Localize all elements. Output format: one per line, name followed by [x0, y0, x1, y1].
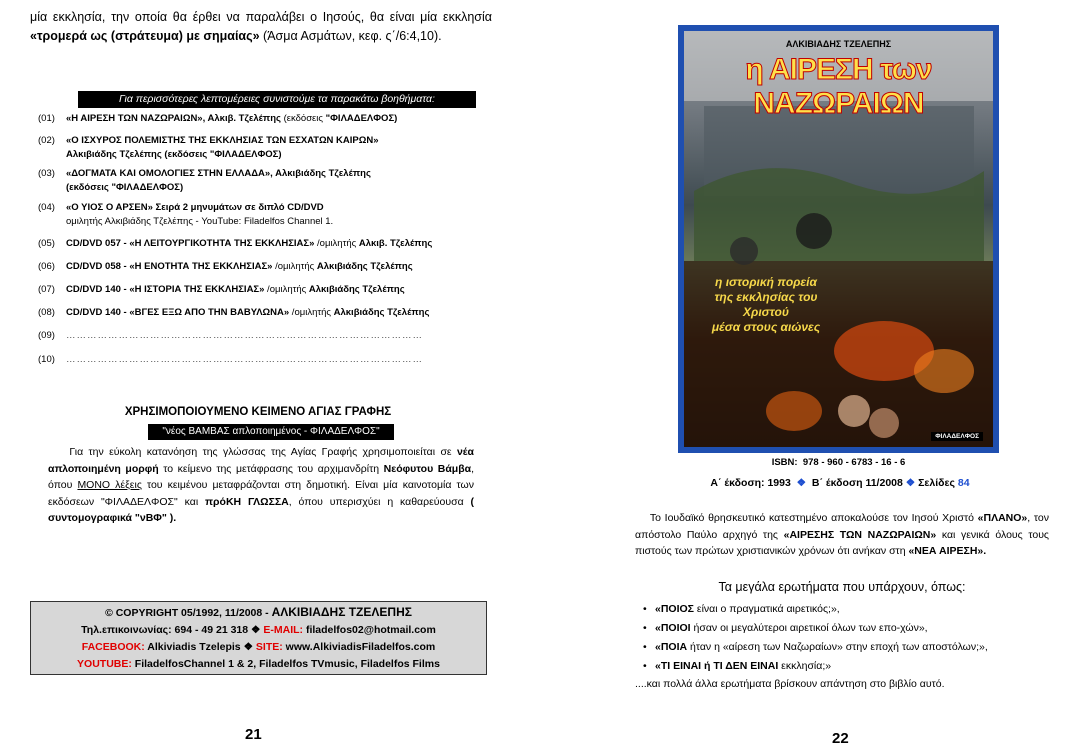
youtube-label: YOUTUBE: — [77, 658, 132, 670]
bullet-icon: • — [643, 641, 647, 653]
question-item — [643, 600, 1063, 619]
bullet-icon: • — [643, 622, 647, 634]
page-number-right: 22 — [832, 730, 849, 747]
reference-number: (08) — [38, 307, 55, 318]
scripture-emphasis: Νεόφυτου Βάμβα — [383, 462, 472, 475]
reference-subline: ομιλητής Αλκιβιάδης Τζελέπης - YouTube: Filadelfos Channel 1. — [66, 216, 334, 227]
reference-author: Αλκιβιάδης Τζελέπης — [316, 261, 413, 272]
copyright-line — [31, 604, 486, 622]
reference-number: (02) — [38, 135, 55, 146]
reference-number: (04) — [38, 202, 55, 213]
reference-number: (09) — [38, 330, 55, 341]
questions-heading: Τα μεγάλα ερωτήματα που υπάρχουν, όπως: — [718, 580, 966, 594]
book-description — [635, 510, 1049, 560]
question-item — [643, 619, 1063, 638]
reference-title: «ΔΟΓΜΑΤΑ ΚΑΙ ΟΜΟΛΟΓΙΕΣ ΣΤΗΝ ΕΛΛΑΔΑ», Αλκιβιάδης Τζελέπης — [66, 168, 371, 179]
closing-text: ....και πολλά άλλα ερωτήματα βρίσκουν απάντηση στο βιβλίο αυτό. — [635, 678, 945, 690]
cover-artwork — [684, 31, 993, 447]
scripture-emphasis: ( συντομογραφικά "νΒΦ" ). — [48, 495, 474, 524]
reference-number: (03) — [38, 168, 55, 179]
copyright-author: ΑΛΚΙΒΙΑΔΗΣ ΤΖΕΛΕΠΗΣ — [271, 605, 412, 619]
reference-text: /ομιλητής — [314, 238, 359, 249]
facebook-label: FACEBOOK: — [81, 641, 145, 653]
cover-subtitle-line: της εκκλησίας του Χριστού — [714, 290, 818, 319]
reference-title: CD/DVD 057 - «Η ΛΕΙΤΟΥΡΓΙΚΟΤΗΤΑ ΤΗΣ ΕΚΚΛΗΣΙΑΣ» — [66, 238, 315, 249]
separator-icon: ❖ — [796, 477, 807, 489]
site-label: SITE: — [255, 641, 283, 653]
site-value: www.AlkiviadisFiladelfos.com — [282, 641, 436, 653]
separator-icon: ❖ — [905, 477, 916, 489]
left-page — [0, 0, 540, 756]
scripture-text: , όπου — [48, 462, 474, 491]
isbn-line — [678, 457, 999, 468]
questions-list — [643, 600, 1063, 676]
second-edition: Β΄ έκδοση 11/2008 — [811, 477, 903, 489]
pages-label: Σελίδες — [918, 477, 955, 489]
cover-title: η ΑΙΡΕΣΗ των ΝΑΖΩΡΑΙΩΝ — [745, 53, 932, 120]
isbn-label: ISBN: — [771, 457, 798, 468]
question-text: ήσαν οι μεγαλύτεροι αιρετικοί όλων των επο-χών», — [690, 622, 928, 634]
cover-subtitle-line: η ιστορική πορεία — [715, 275, 817, 289]
reference-title: «Ο ΥΙΟΣ Ο ΑΡΣΕΝ» Σειρά 2 μηνυμάτων σε διπλό CD/DVD — [66, 202, 324, 213]
description-text: Το Ιουδαϊκό θρησκευτικό κατεστημένο αποκαλούσε τον Ιησού Χριστό — [649, 512, 978, 524]
description-emphasis: «ΠΛΑΝΟ» — [977, 512, 1028, 524]
scripture-emphasis: πρόΚΗ ΓΛΩΣΣΑ — [205, 495, 289, 508]
cover-author: ΑΛΚΙΒΙΑΔΗΣ ΤΖΕΛΕΠΗΣ — [785, 39, 892, 49]
references-header: Για περισσότερες λεπτομέρειες συνιστούμε τα παρακάτω βοηθήματα: — [78, 91, 476, 108]
phone-text: Τηλ.επικοινωνίας: 694 - 49 21 318 ❖ — [81, 624, 264, 636]
intro-quote: «τρομερά ως (στράτευμα) με σημαίας» — [30, 29, 260, 43]
question-emphasis: «ΠΟΙΑ — [655, 641, 688, 653]
bullet-icon: • — [643, 603, 647, 615]
scripture-underline: ΜΟΝΟ λέξεις — [77, 479, 142, 491]
contact-line — [31, 622, 486, 639]
reference-title: CD/DVD 058 - «Η ΕΝΟΤΗΤΑ ΤΗΣ ΕΚΚΛΗΣΙΑΣ» — [66, 261, 273, 272]
email-label: E-MAIL: — [263, 624, 304, 636]
reference-number: (10) — [38, 354, 55, 365]
cover-publisher: ΦΙΛΑΔΕΛΦΟΣ — [931, 432, 983, 441]
book-cover — [678, 25, 999, 453]
cover-subtitle — [696, 275, 836, 335]
reference-number: (01) — [38, 113, 55, 124]
question-text: εκκλησία;» — [778, 660, 832, 672]
description-emphasis: «ΑΙΡΕΣΗΣ ΤΩΝ ΝΑΖΩΡΑΙΩΝ» — [783, 528, 937, 541]
scripture-text: του κειμένου μεταφράζονται στη δημοτική. Είναι μία καινοτομία των εκδόσεων "ΦΙΛΑΔΕΛΦΟΣ" και — [48, 479, 474, 508]
bullet-icon: • — [643, 660, 647, 672]
description-emphasis: «ΝΕΑ ΑΙΡΕΣΗ». — [908, 545, 987, 557]
reference-number: (05) — [38, 238, 55, 249]
reference-text: /ομιλητής — [272, 261, 317, 272]
isbn-value: 978 - 960 - 6783 - 16 - 6 — [802, 457, 906, 468]
intro-text-2: (Άσμα Ασμάτων, κεφ. ς΄/6:4,10). — [259, 29, 442, 43]
pages-value: 84 — [957, 477, 970, 489]
edition-line — [635, 477, 1045, 489]
scripture-badge: "νέος ΒΑΜΒΑΣ απλοποιημένος - ΦΙΛΑΔΕΛΦΟΣ" — [148, 424, 394, 440]
reference-blank-line: ………………………………………………………………………………………… — [66, 330, 423, 341]
question-emphasis: «ΤΙ ΕΙΝΑΙ ή ΤΙ ΔΕΝ ΕΙΝΑΙ — [655, 660, 779, 672]
reference-title: CD/DVD 140 - «Η ΙΣΤΟΡΙΑ ΤΗΣ ΕΚΚΛΗΣΙΑΣ» — [66, 284, 265, 295]
reference-title: «Η ΑΙΡΕΣΗ ΤΩΝ ΝΑΖΩΡΑΙΩΝ», Αλκιβ. Τζελέπης — [66, 113, 281, 124]
reference-author: Αλκιβιάδης Τζελέπης — [308, 284, 405, 295]
cover-subtitle-line: μέσα στους αιώνες — [711, 320, 821, 334]
question-item — [643, 657, 1063, 676]
right-page — [545, 0, 1087, 756]
page-number-left: 21 — [245, 726, 262, 743]
email-value: filadelfos02@hotmail.com — [303, 624, 436, 636]
reference-text: /ομιλητής — [264, 284, 309, 295]
scripture-text: το κείμενο της μετάφρασης του αρχιμανδρίτη — [158, 462, 384, 475]
reference-author: Αλκιβ. Τζελέπης — [358, 238, 433, 249]
facebook-value: Alkiviadis Tzelepis ❖ — [144, 641, 256, 653]
question-emphasis: «ΠΟΙΟΣ — [655, 603, 694, 615]
youtube-line — [31, 656, 486, 673]
question-text: ήταν η «αίρεση των Ναζωραίων» στην εποχή των αποστόλων;», — [687, 641, 988, 653]
social-line — [31, 639, 486, 656]
youtube-value: FiladelfosChannel 1 & 2, Filadelfos TVmusic, Filadelfos Films — [131, 658, 440, 670]
intro-paragraph — [30, 8, 492, 46]
copyright-box — [30, 601, 487, 675]
copyright-text: © COPYRIGHT 05/1992, 11/2008 - — [105, 607, 272, 619]
intro-text-1: μία εκκλησία, την οποία θα έρθει να παραλάβει ο Ιησούς, θα είναι μία εκκλησία — [30, 10, 492, 24]
reference-text: (εκδόσεις — [280, 113, 326, 124]
description-text: και γενικά όλους τους πιστούς των πρώτων χριστιανικών χρόνων ότι ανήκαν στη — [635, 528, 1049, 557]
reference-number: (06) — [38, 261, 55, 272]
question-text: είναι ο πραγματικά αιρετικός;», — [693, 603, 840, 615]
reference-subline: (εκδόσεις "ΦΙΛΑΔΕΛΦΟΣ) — [66, 182, 184, 193]
reference-author: Αλκιβιάδης Τζελέπης — [333, 307, 430, 318]
reference-title: «Ο ΙΣΧΥΡΟΣ ΠΟΛΕΜΙΣΤΗΣ ΤΗΣ ΕΚΚΛΗΣΙΑΣ ΤΩΝ ΕΣΧΑΤΩΝ ΚΑΙΡΩΝ» — [66, 135, 379, 146]
reference-title: CD/DVD 140 - «ΒΓΕΣ ΕΞΩ ΑΠΟ ΤΗΝ ΒΑΒΥΛΩΝΑ» — [66, 307, 290, 318]
scripture-text: Για την εύκολη κατανόηση της γλώσσας της Αγίας Γραφής χρησιμοποιείται σε — [69, 446, 457, 458]
question-emphasis: «ΠΟΙΟΙ — [655, 622, 691, 634]
reference-text: /ομιλητής — [289, 307, 334, 318]
description-text: , τον απόστολο Παύλο αρχηγό της — [635, 512, 1049, 541]
reference-blank-line: ………………………………………………………………………………………… — [66, 354, 423, 365]
reference-number: (07) — [38, 284, 55, 295]
first-edition: Α΄ έκδοση: 1993 — [710, 477, 791, 489]
scripture-paragraph — [48, 444, 474, 527]
scripture-heading: ΧΡΗΣΙΜΟΠΟΙΟΥΜΕΝΟ ΚΕΙΜΕΝΟ ΑΓΙΑΣ ΓΡΑΦΗΣ — [124, 406, 392, 418]
scripture-text: , όπου υπερισχύει η καθαρεύουσα — [288, 495, 471, 508]
reference-subline: Αλκιβιάδης Τζελέπης (εκδόσεις "ΦΙΛΑΔΕΛΦΟΣ) — [66, 149, 282, 160]
reference-author: "ΦΙΛΑΔΕΛΦΟΣ) — [325, 113, 398, 124]
question-item — [643, 638, 1063, 657]
scripture-emphasis: νέα απλοποιημένη μορφή — [48, 446, 474, 475]
